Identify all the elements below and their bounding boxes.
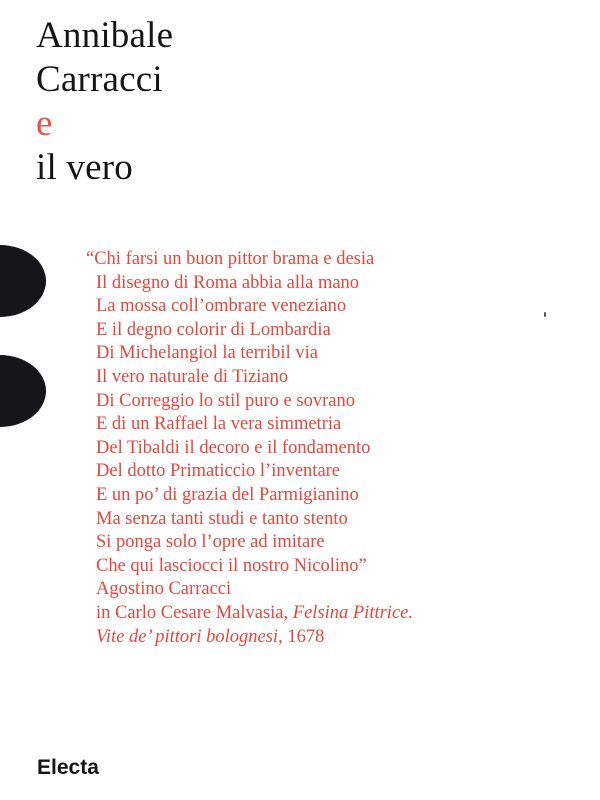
quote-line: Ma senza tanti studi e tanto stento [96,508,348,529]
quote-line: Il vero naturale di Tiziano [96,366,289,387]
quote-line: “Chi farsi un buon pittor brama e desia [86,249,375,269]
source-title: Felsina Pittrice. [292,602,413,623]
quote-line: Del dotto Primaticcio l’inventare [96,461,341,482]
quote-line: Del Tibaldi il decoro e il fondamento [96,437,371,458]
quote-line: Di Michelangiol la terribil via [96,343,318,364]
quote-line: Che qui lasciocci il nostro Nicolino” [96,555,367,576]
quote-source-detail [86,626,413,650]
publisher-logo: Electa [37,756,99,779]
print-speck [544,312,546,317]
title-line-e: e [36,103,53,144]
quote-line: Il disegno di Roma abbia alla mano [96,272,360,293]
title-line-carracci: Carracci [36,59,163,100]
poem-quote [86,248,413,649]
quote-line: E un po’ di grazia del Parmigianino [96,484,359,505]
quote-source [86,602,413,626]
source-prefix: in Carlo Cesare Malvasia, [96,602,289,623]
quote-author: Agostino Carracci [96,579,232,600]
source-subtitle: Vite de’ pittori bolognesi [96,626,279,647]
quote-line: E di un Raffael la vera simmetria [96,414,342,435]
cover-title [36,14,173,190]
quote-line: Di Correggio lo stil puro e sovrano [96,390,355,411]
quote-line: E il degno colorir di Lombardia [96,319,331,340]
decorative-dot-upper [0,245,46,317]
source-year: , 1678 [278,626,325,647]
title-line-annibale: Annibale [36,15,174,56]
quote-line: Si ponga solo l’opre ad imitare [96,532,325,553]
quote-line: La mossa coll’ombrare veneziano [96,296,347,317]
decorative-dot-lower [0,355,46,427]
title-line-il-vero: il vero [36,147,133,188]
